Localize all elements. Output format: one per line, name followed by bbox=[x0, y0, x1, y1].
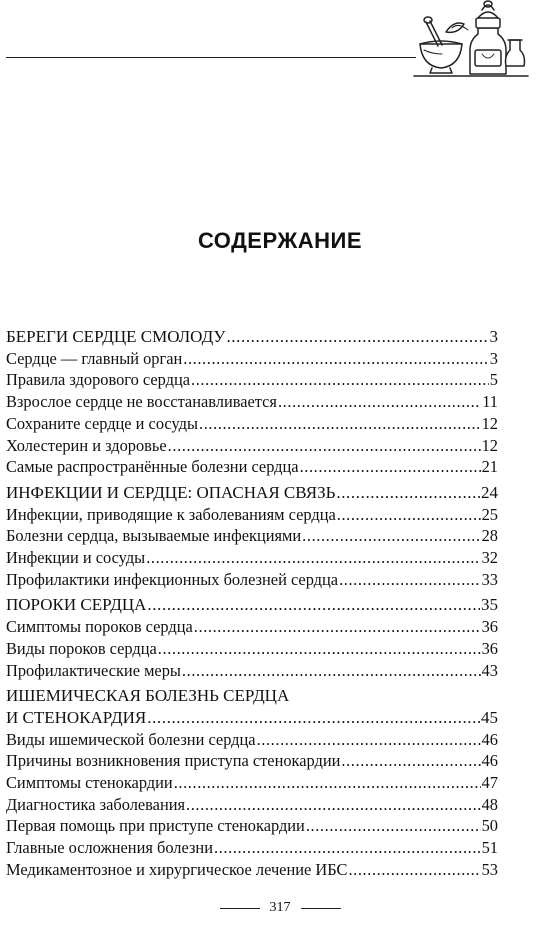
toc-item-title: Сохраните сердце и сосуды bbox=[6, 413, 198, 433]
toc-page-number: 12 bbox=[481, 435, 498, 455]
table-of-contents bbox=[6, 326, 498, 881]
toc-item-title: Сердце — главный орган bbox=[6, 348, 183, 368]
toc-item bbox=[6, 616, 498, 638]
toc-leader-dots bbox=[147, 707, 480, 729]
toc-item-title: Диагностика заболевания bbox=[6, 794, 186, 814]
toc-page-number: 35 bbox=[481, 595, 498, 615]
toc-page-number: 24 bbox=[481, 482, 498, 502]
toc-item bbox=[6, 547, 498, 569]
mortar-and-bottle-illustration bbox=[412, 0, 530, 80]
toc-item-title: Главные осложнения болезни bbox=[6, 838, 213, 858]
toc-page-number: 53 bbox=[481, 859, 498, 879]
toc-page-number: 11 bbox=[482, 392, 498, 412]
page-footer bbox=[0, 900, 560, 916]
toc-leader-dots bbox=[336, 482, 480, 504]
toc-leader-dots bbox=[348, 859, 480, 881]
toc-page-number: 33 bbox=[481, 569, 498, 589]
toc-leader-dots bbox=[199, 413, 481, 435]
toc-item-title: Профилактики инфекционных болезней сердца bbox=[6, 569, 339, 589]
toc-page-number: 25 bbox=[481, 504, 498, 524]
toc-leader-dots bbox=[194, 616, 481, 638]
toc-item-title: Холестерин и здоровье bbox=[6, 435, 167, 455]
toc-page-number: 45 bbox=[481, 707, 498, 727]
toc-leader-dots bbox=[214, 837, 481, 859]
toc-section-title: ИНФЕКЦИИ И СЕРДЦЕ: ОПАСНАЯ СВЯЗЬ bbox=[6, 482, 336, 502]
toc-item bbox=[6, 729, 498, 751]
toc-section bbox=[6, 594, 498, 616]
header-rule bbox=[6, 57, 416, 58]
toc-section bbox=[6, 707, 498, 729]
toc-leader-dots bbox=[300, 456, 481, 478]
toc-item-title: Причины возникновения приступа стенокардии bbox=[6, 751, 341, 771]
toc-item-title: Первая помощь при приступе стенокардии bbox=[6, 816, 305, 836]
toc-page-number: 51 bbox=[481, 838, 498, 858]
toc-leader-dots bbox=[183, 348, 489, 370]
toc-section-title: И СТЕНОКАРДИЯ bbox=[6, 707, 147, 727]
toc-leader-dots bbox=[278, 391, 481, 413]
toc-item bbox=[6, 391, 498, 413]
toc-item-title: Самые распространённые болезни сердца bbox=[6, 457, 299, 477]
toc-item bbox=[6, 837, 498, 859]
toc-leader-dots bbox=[182, 660, 481, 682]
toc-page-number: 32 bbox=[481, 548, 498, 568]
toc-item bbox=[6, 456, 498, 478]
toc-page-number: 3 bbox=[489, 327, 498, 346]
toc-page-number: 43 bbox=[481, 660, 498, 680]
page-title: СОДЕРЖАНИЕ bbox=[197, 228, 363, 253]
toc-item-title: Профилактические меры bbox=[6, 660, 181, 680]
toc-item-title: Симптомы стенокардии bbox=[6, 773, 173, 793]
toc-item bbox=[6, 569, 498, 591]
toc-item bbox=[6, 859, 498, 881]
toc-leader-dots bbox=[341, 750, 480, 772]
toc-page-number: 50 bbox=[481, 816, 498, 836]
toc-leader-dots bbox=[339, 569, 481, 591]
toc-page-number: 21 bbox=[481, 457, 498, 477]
toc-section bbox=[6, 326, 498, 348]
toc-page-number: 48 bbox=[481, 794, 498, 814]
toc-item-title: Инфекции, приводящие к заболеваниям сердца bbox=[6, 504, 336, 524]
toc-page-number: 46 bbox=[481, 729, 498, 749]
toc-page-number: 3 bbox=[489, 348, 498, 368]
toc-section bbox=[6, 482, 498, 504]
page-number: 317 bbox=[269, 900, 291, 915]
toc-item bbox=[6, 660, 498, 682]
toc-section-title-line: ИШЕМИЧЕСКАЯ БОЛЕЗНЬ СЕРДЦА bbox=[6, 686, 290, 706]
toc-leader-dots bbox=[158, 638, 481, 660]
toc-leader-dots bbox=[306, 815, 481, 837]
toc-item-title: Виды ишемической болезни сердца bbox=[6, 729, 256, 749]
toc-leader-dots bbox=[168, 435, 481, 457]
toc-item-title: Болезни сердца, вызываемые инфекциями bbox=[6, 526, 302, 546]
toc-leader-dots bbox=[257, 729, 481, 751]
toc-item bbox=[6, 413, 498, 435]
toc-leader-dots bbox=[191, 369, 489, 391]
toc-item bbox=[6, 638, 498, 660]
toc-item-title: Виды пороков сердца bbox=[6, 638, 157, 658]
toc-item bbox=[6, 504, 498, 526]
toc-page-number: 36 bbox=[481, 638, 498, 658]
footer-dash-left bbox=[220, 908, 260, 909]
toc-item-title: Взрослое сердце не восстанавливается bbox=[6, 392, 277, 412]
footer-dash-right bbox=[301, 908, 341, 909]
toc-item-title: Инфекции и сосуды bbox=[6, 548, 146, 568]
toc-item bbox=[6, 525, 498, 547]
toc-item-title: Медикаментозное и хирургическое лечение ИБС bbox=[6, 859, 348, 879]
toc-leader-dots bbox=[226, 326, 488, 348]
toc-leader-dots bbox=[337, 504, 481, 526]
toc-section-title: ПОРОКИ СЕРДЦА bbox=[6, 595, 147, 615]
toc-item bbox=[6, 750, 498, 772]
toc-page-number: 36 bbox=[481, 617, 498, 637]
toc-leader-dots bbox=[146, 547, 480, 569]
toc-page-number: 5 bbox=[489, 370, 498, 390]
toc-leader-dots bbox=[186, 794, 481, 816]
toc-item bbox=[6, 815, 498, 837]
toc-item-title: Правила здорового сердца bbox=[6, 370, 191, 390]
toc-leader-dots bbox=[302, 525, 480, 547]
toc-item bbox=[6, 435, 498, 457]
toc-leader-dots bbox=[147, 594, 480, 616]
toc-page-number: 46 bbox=[481, 751, 498, 771]
toc-page-number: 28 bbox=[481, 526, 498, 546]
toc-page-number: 47 bbox=[481, 773, 498, 793]
toc-item bbox=[6, 772, 498, 794]
toc-item-title: Симптомы пороков сердца bbox=[6, 617, 193, 637]
toc-section-title: БЕРЕГИ СЕРДЦЕ СМОЛОДУ bbox=[6, 327, 226, 346]
toc-item bbox=[6, 348, 498, 370]
toc-item bbox=[6, 369, 498, 391]
toc-leader-dots bbox=[174, 772, 481, 794]
toc-page-number: 12 bbox=[481, 413, 498, 433]
toc-item bbox=[6, 794, 498, 816]
